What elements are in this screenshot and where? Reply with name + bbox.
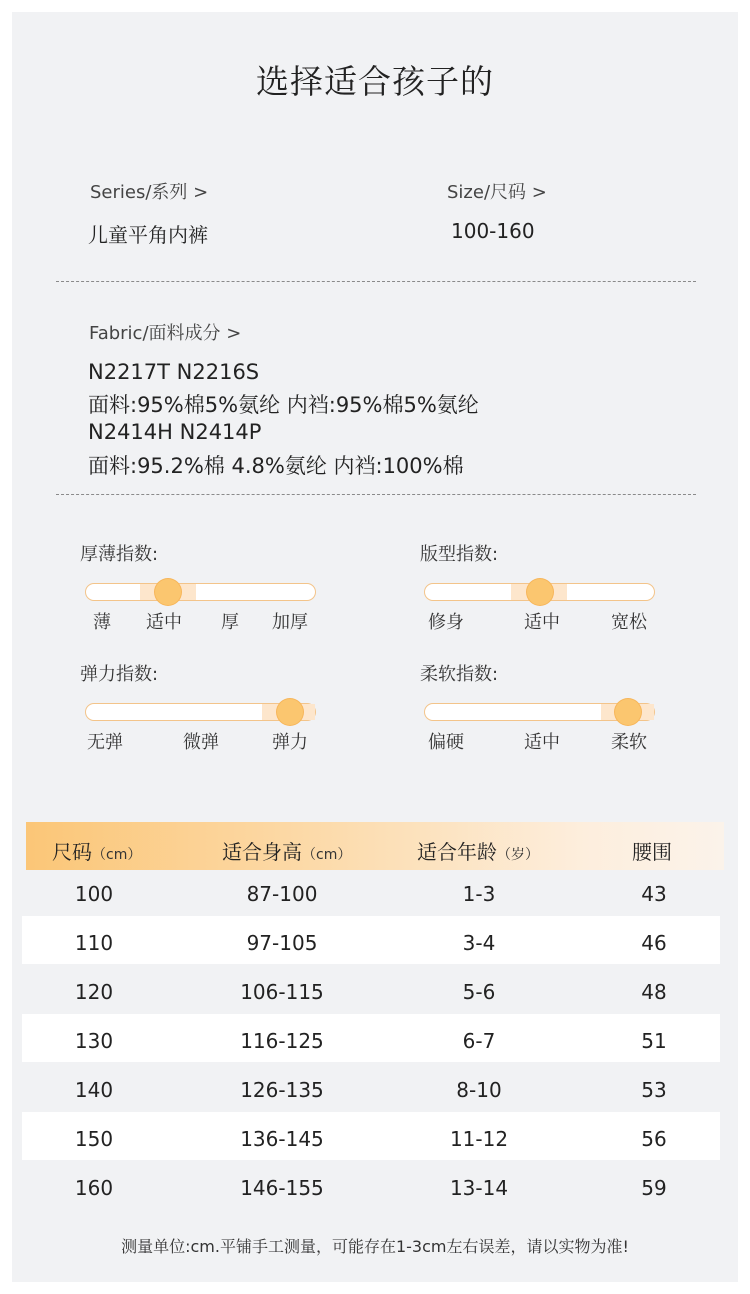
scale-tick: 无弹 [87, 732, 123, 753]
header-height: 适合身高（cm） [222, 840, 352, 864]
scale-tick: 偏硬 [428, 732, 464, 753]
softness-indicator [615, 699, 641, 725]
scale-tick: 弹力 [272, 732, 308, 753]
scale-tick: 加厚 [272, 612, 308, 633]
table-cell: 87-100 [246, 882, 318, 906]
table-cell: 59 [641, 1176, 667, 1200]
table-cell: 13-14 [449, 1176, 509, 1200]
table-cell: 51 [641, 1029, 667, 1053]
fabric-line: N2217T N2216S [88, 360, 260, 384]
header-age: 适合年龄（岁） [417, 840, 539, 864]
table-cell: 136-145 [240, 1127, 324, 1151]
table-cell: 11-12 [449, 1127, 509, 1151]
series-value: 儿童平角内裤 [88, 223, 208, 247]
scale-tick: 适中 [146, 612, 182, 633]
divider [56, 281, 696, 282]
table-cell: 120 [74, 980, 114, 1004]
table-cell: 1-3 [462, 882, 496, 906]
softness-index-title: 柔软指数: [420, 664, 499, 685]
table-cell: 53 [641, 1078, 667, 1102]
table-cell: 110 [74, 931, 114, 955]
table-cell: 106-115 [240, 980, 324, 1004]
table-cell: 5-6 [462, 980, 496, 1004]
table-cell: 126-135 [240, 1078, 324, 1102]
fabric-line: 面料:95.2%棉 4.8%氨纶 内裆:100%棉 [88, 454, 464, 478]
thickness-index-title: 厚薄指数: [80, 544, 159, 565]
header-size: 尺码（cm） [52, 840, 142, 864]
table-cell: 150 [74, 1127, 114, 1151]
table-cell: 160 [74, 1176, 114, 1200]
fabric-line: 面料:95%棉5%氨纶 内裆:95%棉5%氨纶 [88, 393, 479, 417]
scale-tick: 厚 [221, 612, 239, 633]
scale-tick: 修身 [428, 612, 464, 633]
divider [56, 494, 696, 495]
scale-tick: 薄 [93, 612, 111, 633]
table-cell: 46 [641, 931, 667, 955]
scale-tick: 宽松 [611, 612, 647, 633]
table-cell: 116-125 [240, 1029, 324, 1053]
measurement-note: 测量单位:cm.平铺手工测量，可能存在1-3cm左右误差，请以实物为准! [121, 1237, 629, 1256]
fit-indicator [527, 579, 553, 605]
size-value: 100-160 [451, 219, 535, 243]
thickness-indicator [155, 579, 181, 605]
table-cell: 56 [641, 1127, 667, 1151]
table-cell: 146-155 [240, 1176, 324, 1200]
table-cell: 8-10 [456, 1078, 502, 1102]
table-cell: 3-4 [462, 931, 496, 955]
elasticity-index-title: 弹力指数: [80, 664, 159, 685]
elasticity-indicator [277, 699, 303, 725]
table-cell: 48 [641, 980, 667, 1004]
header-waist: 腰围 [632, 840, 672, 864]
size-label: Size/尺码 > [447, 182, 547, 203]
thickness-scale [85, 583, 316, 601]
scale-tick: 适中 [524, 732, 560, 753]
table-cell: 97-105 [246, 931, 318, 955]
series-label: Series/系列 > [90, 182, 209, 203]
scale-tick: 柔软 [611, 732, 647, 753]
page-title: 选择适合孩子的 [256, 62, 494, 101]
fit-index-title: 版型指数: [420, 544, 499, 565]
table-cell: 100 [74, 882, 114, 906]
table-cell: 140 [74, 1078, 114, 1102]
scale-tick: 适中 [524, 612, 560, 633]
table-cell: 43 [641, 882, 667, 906]
fabric-line: N2414H N2414P [88, 420, 262, 444]
scale-tick: 微弹 [183, 732, 219, 753]
fabric-label: Fabric/面料成分 > [89, 323, 242, 344]
table-cell: 130 [74, 1029, 114, 1053]
table-cell: 6-7 [462, 1029, 496, 1053]
